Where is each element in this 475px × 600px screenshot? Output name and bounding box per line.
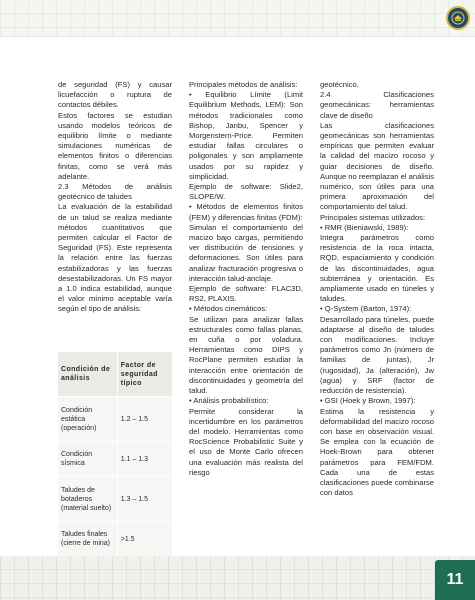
paragraph: Ejemplo de software: FLAC3D, RS2, PLAXIS. [189,284,303,304]
paragraph: Se utilizan para analizar fallas estructurales como fallas planas, en cuña o por voladura. Herramientas como DIPS y RocPlane permiten estudiar la interacción entre orientación de discontinuidades y geometría del talud. [189,314,303,396]
table-cell-factor: 1.1 – 1.3 [120,455,148,463]
header-band [0,0,475,37]
paragraph: geotécnico. [320,80,359,89]
paragraph: Simulan el comportamiento del macizo bajo cargas, permitiendo ver distribución de tensiones y deformaciones. Son útiles para analizar fracturación progresiva o interacción talud-anclaje. [189,222,303,283]
paragraph: Ejemplo de software: Slide2, SLOPE/W. [189,182,303,202]
bullet-item: • Equilibrio Límite (Limit Equilibrium Methods, LEM): Son métodos tradicionales como Bishop, Janbu, Spencer y Morgenstern-Price. Permiten estudiar fallas circulares o poligonales y son ampliamente usados por su rapidez y simplicidad. [189,90,303,181]
table-row [58,522,172,557]
table-header-factor: Factor de seguridad típico [117,352,172,397]
safety-factor-table [58,352,172,557]
paragraph: Estos factores se estudian usando modelos teóricos de equilibrio límite o mediante simulaciones numéricas de elementos finitos o diferencias finitas, como se verá más adelante. [58,110,172,181]
table-cell-condition: Condición estática (operación) [58,397,117,442]
table-cell-condition: Taludes de botaderos (material suelto) [58,477,117,522]
table-header-condition: Condición de análisis [58,352,117,397]
paragraph: Estima la resistencia y deformabilidad del macizo rocoso con base en observación visual. Se emplea con la ecuación de Hoek-Brown para obtener parámetros para FEM/FDM. Cada una de estas clasificaciones puede combinarse con datos [320,406,434,498]
bullet-item: • RMR (Bieniawski, 1989): [320,222,409,232]
emblem-icon [451,11,465,25]
section-heading: 2.3 Métodos de análisis geotécnico de taludes [58,182,172,202]
table-cell-factor: >1.5 [120,535,135,543]
bullet-item: • Análisis probabilístico: [189,396,269,406]
paragraph: Principales métodos de análisis: [189,80,298,89]
footer-band [0,556,475,600]
text-column-1 [58,80,172,315]
table-header-row [58,352,172,397]
text-column-3 [320,80,434,498]
paragraph: Las clasificaciones geomecánicas son herramientas empíricas que permiten evaluar la calidad del macizo rocoso y guiar decisiones de diseño. Aunque no reemplazan el análisis numérico, son útiles para una primera aproximación del comportamiento del talud. [320,120,434,212]
table-row [58,397,172,442]
text-column-2 [189,80,303,478]
table-row [58,477,172,522]
paragraph: Desarrollado para túneles, puede adaptarse al diseño de taludes con modificaciones. Incluye parámetros como Jn (número de familias de juntas), Jr (rugosidad), Ja (alteración), Jw (agua) y SRF (factor de reducción de resistencia). [320,314,434,396]
bullet-item: • Métodos cinemáticos: [189,304,268,314]
table-cell-condition: Taludes finales (cierre de mina) [58,522,117,557]
section-heading: 2.4 Clasificaciones geomecánicas: herramientas clave de diseño [320,90,434,120]
paragraph: Permite considerar la incertidumbre en los parámetros del modelo. Herramientas como RocScience Probabilistic Suite y el uso de Monte Carlo ofrecen una evaluación más realista del riesgo [189,406,303,477]
bullet-item: • GSI (Hoek y Brown, 1997): [320,396,416,406]
bullet-item: • Q-System (Barton, 1974): [320,304,412,314]
table-cell-factor: 1.3 – 1.5 [120,495,148,503]
paragraph: La evaluación de la estabilidad de un talud se realiza mediante métodos cuantitativos que permiten calcular el Factor de Seguridad (FS). Este representa la relación entre las fuerzas estabilizadoras y las fuerzas desestabilizadoras. Un FS mayor a 1.0 indica estabilidad, aunque el valor mínimo aceptable varía según el tipo de análisis: [58,202,172,314]
paragraph: de seguridad (FS) y causar licuefacción o ruptura de contactos débiles. [58,80,172,110]
page-number: 11 [435,560,475,600]
paragraph: Principales sistemas utilizados: [320,212,426,222]
institution-logo-icon [446,6,470,30]
bullet-item: • Métodos de elementos finitos (FEM) y diferencias finitas (FDM): [189,202,303,222]
paragraph: Integra parámetros como resistencia de la roca intacta, RQD, espaciamiento y condición de las discontinuidades, agua subterránea y orientación. Es ampliamente usado en túneles y taludes. [320,233,434,304]
table-cell-condition: Condición sísmica [58,442,117,477]
table-cell-factor: 1.2 – 1.5 [120,415,148,423]
table-row [58,442,172,477]
